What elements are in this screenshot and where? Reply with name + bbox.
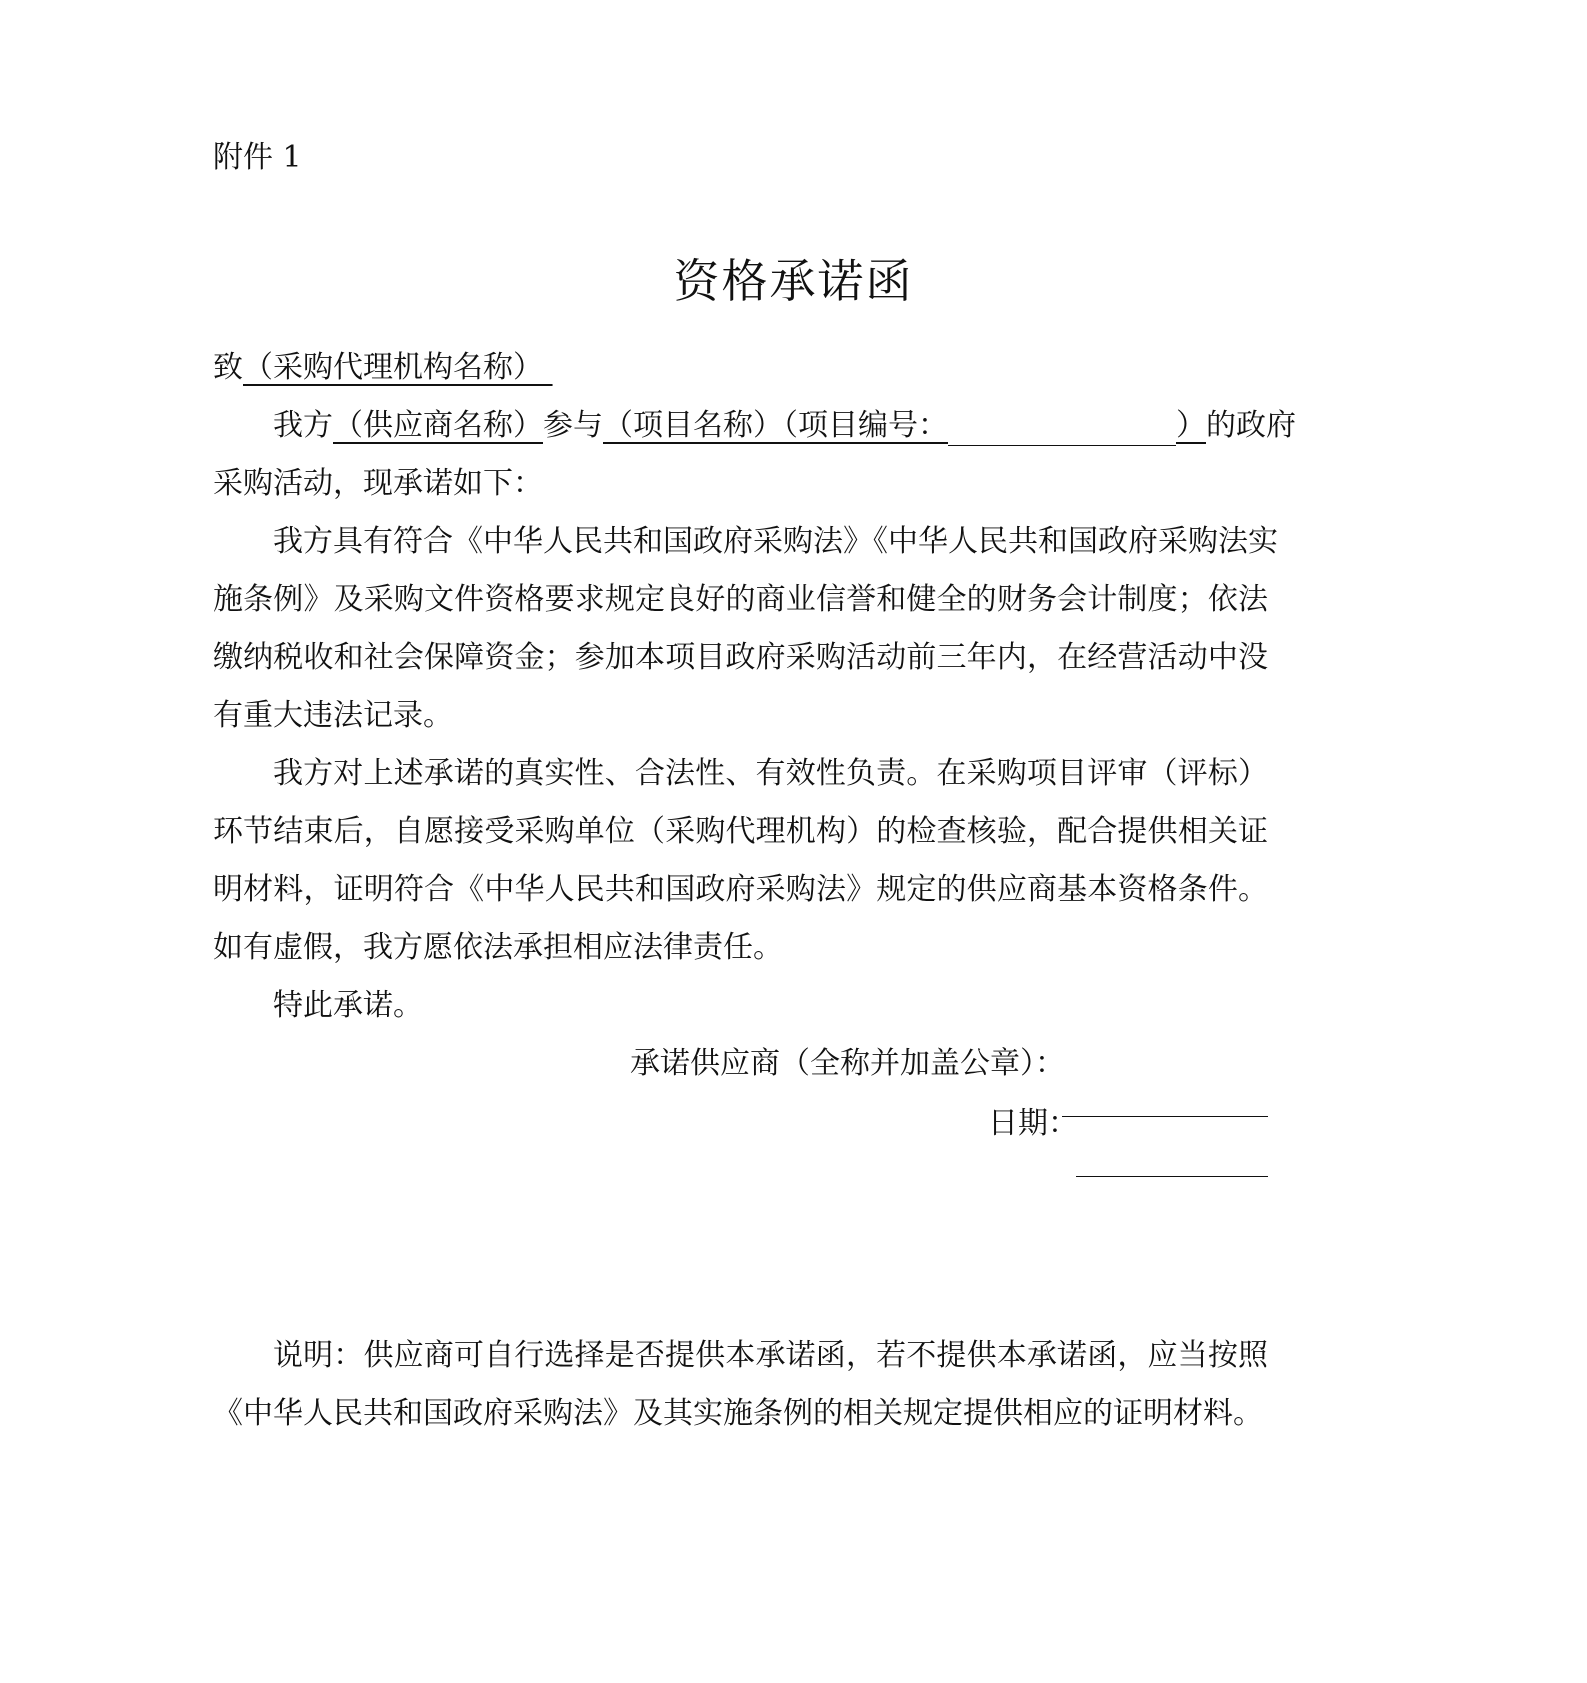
closing-text: 特此承诺。 [273, 988, 423, 1023]
supplier-name-field: （供应商名称） [333, 408, 543, 443]
attachment-label: 附件 1 [213, 140, 302, 175]
paragraph1-line: 有重大违法记录。 [213, 698, 453, 733]
date-line [988, 1104, 1268, 1177]
paragraph2-line: 明材料，证明符合《中华人民共和国政府采购法》规定的供应商基本资格条件。 [213, 872, 1268, 907]
paragraph1-line: 缴纳税收和社会保障资金；参加本项目政府采购活动前三年内，在经营活动中没 [213, 640, 1268, 675]
note-line: 说明：供应商可自行选择是否提供本承诺函，若不提供本承诺函，应当按照 [273, 1338, 1268, 1373]
intro-text-2: 参与 [543, 408, 603, 443]
project-close-paren: ） [1176, 408, 1206, 443]
addressee-line [213, 348, 553, 388]
note-line: 《中华人民共和国政府采购法》及其实施条例的相关规定提供相应的证明材料。 [213, 1396, 1263, 1431]
intro-line-1 [273, 406, 1296, 446]
paragraph2-line: 如有虚假，我方愿依法承担相应法律责任。 [213, 930, 783, 965]
intro-line-2: 采购活动，现承诺如下： [213, 466, 543, 501]
paragraph2-line: 环节结束后，自愿接受采购单位（采购代理机构）的检查核验，配合提供相关证 [213, 814, 1268, 849]
date-label: 日期： [988, 1106, 1078, 1141]
intro-text-3: 的政府 [1206, 408, 1296, 443]
addressee-underline-pad [543, 350, 553, 385]
paragraph2-line: 我方对上述承诺的真实性、合法性、有效性负责。在采购项目评审（评标） [273, 756, 1268, 791]
paragraph1-line: 我方具有符合《中华人民共和国政府采购法》《中华人民共和国政府采购法实 [273, 524, 1278, 559]
project-name-field: （项目名称）（项目编号： [603, 408, 948, 443]
project-number-blank [948, 413, 1176, 446]
addressee-name: （采购代理机构名称） [243, 350, 543, 385]
date-blank [1076, 1144, 1268, 1177]
addressee-prefix: 致 [213, 350, 243, 385]
intro-text-1: 我方 [273, 408, 333, 443]
paragraph1-line: 施条例》及采购文件资格要求规定良好的商业信誉和健全的财务会计制度；依法 [213, 582, 1268, 617]
document-title: 资格承诺函 [673, 254, 914, 308]
supplier-signature-label: 承诺供应商（全称并加盖公章）： [630, 1046, 1065, 1081]
